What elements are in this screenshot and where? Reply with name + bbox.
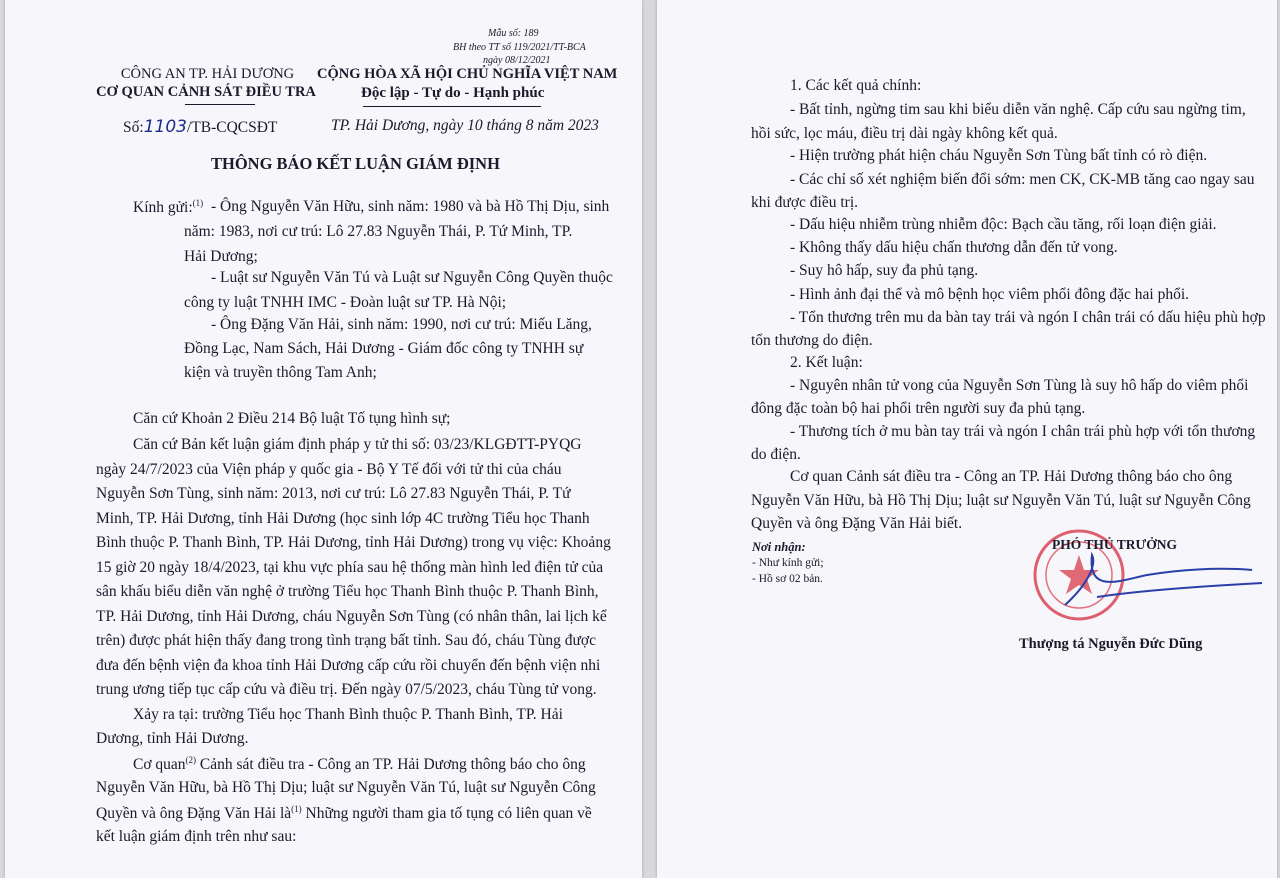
result-2: - Hiện trường phát hiện cháu Nguyễn Sơn Tùng bất tỉnh có rò điện. xyxy=(790,147,1208,164)
form-basis: BH theo TT số 119/2021/TT-BCA xyxy=(453,42,586,53)
recipient-1-line3: Hải Dương; xyxy=(184,248,258,265)
conclusion-2-line2: do điện. xyxy=(751,446,801,463)
section1-title: 1. Các kết quả chính: xyxy=(790,77,922,94)
conclusion-1-line2: đông đặc toàn bộ hai phổi trên người suy đa phủ tạng. xyxy=(751,400,1086,417)
result-8-line1: - Tổn thương trên mu da bàn tay trái và ngón I chân trái có dấu hiệu phù hợp xyxy=(790,309,1266,326)
can-cu-2-line3: Nguyễn Sơn Tùng, sinh năm: 2013, nơi cư trú: Lô 27.83 Nguyễn Thái, P. Tứ xyxy=(96,485,571,502)
can-cu-2-line2: ngày 24/7/2023 của Viện pháp y quốc gia - Bộ Y Tế đối với tử thi của cháu xyxy=(96,461,562,478)
document-number: Số:1103/TB-CQCSĐT xyxy=(123,117,278,137)
result-5: - Không thấy dấu hiệu chấn thương dẫn đến tử vong. xyxy=(790,239,1118,256)
recipient-2-line1: - Luật sư Nguyễn Văn Tú và Luật sư Nguyễn Công Quyền thuộc xyxy=(211,269,613,286)
conclusion-1-line1: - Nguyên nhân tử vong của Nguyễn Sơn Tùng là suy hô hấp do viêm phổi xyxy=(790,377,1249,394)
nation-line2: Độc lập - Tự do - Hạnh phúc xyxy=(361,85,545,101)
result-1-line2: hồi sức, lọc máu, điều trị dài ngày không kết quả. xyxy=(751,125,1058,142)
recipient-3-line3: kiện và truyền thông Tam Anh; xyxy=(184,364,377,381)
recipient-1-line1: - Ông Nguyễn Văn Hữu, sinh năm: 1980 và bà Hồ Thị Dịu, sinh xyxy=(211,198,610,215)
can-cu-2-line4: Minh, TP. Hải Dương, tỉnh Hải Dương (học sinh lớp 4C trường Tiểu học Thanh xyxy=(96,510,590,527)
closing-line1: Cơ quan Cảnh sát điều tra - Công an TP. Hải Dương thông báo cho ông xyxy=(790,468,1233,485)
signature-icon xyxy=(1065,555,1262,605)
xay-ra-line1: Xảy ra tại: trường Tiểu học Thanh Bình thuộc P. Thanh Bình, TP. Hải xyxy=(133,706,563,723)
conclusion-2-line1: - Thương tích ở mu bàn tay trái và ngón I chân trái phù hợp với tổn thương xyxy=(790,423,1256,440)
co-quan-line4: kết luận giám định trên như sau: xyxy=(96,828,297,845)
result-3-line1: - Các chỉ số xét nghiệm biến đổi sớm: men CK, CK-MB tăng cao ngay sau xyxy=(790,171,1255,188)
can-cu-2-line11: trung ương tiếp tục cấp cứu và điều trị. Đến ngày 07/5/2023, cháu Tùng tử vong. xyxy=(96,681,597,698)
co-quan-line3: Quyền và ông Đặng Văn Hải $là^{(1)}$ Những người tham gia tố tụng có liên quan về xyxy=(96,804,592,823)
can-cu-2-line7: sân khấu biểu diễn văn nghệ ở trường Tiểu học Thanh Bình thuộc P. Thanh Bình, xyxy=(96,583,599,600)
result-8-line2: tổn thương do điện. xyxy=(751,332,873,349)
can-cu-2-line9: trên) được phát hiện thấy đang trong tình trạng bất tỉnh. Sau đó, cháu Tùng được xyxy=(96,632,596,649)
form-number: Mẫu số: 189 xyxy=(488,28,539,39)
document-title: THÔNG BÁO KẾT LUẬN GIÁM ĐỊNH xyxy=(211,154,500,173)
result-7: - Hình ảnh đại thể và mô bệnh học viêm phổi đông đặc hai phổi. xyxy=(790,286,1190,303)
result-4: - Dấu hiệu nhiễm trùng nhiễm độc: Bạch cầu tăng, rối loạn điện giải. xyxy=(790,216,1217,233)
date-place: TP. Hải Dương, ngày 10 tháng 8 năm 2023 xyxy=(331,117,599,134)
result-3-line2: khi được điều trị. xyxy=(751,194,858,211)
co-quan-line1: Cơ quan$^{(2)}$ Cảnh sát điều tra - Công an TP. Hải Dương thông báo cho ông xyxy=(133,755,586,774)
nation-underline xyxy=(363,106,541,107)
closing-line2: Nguyễn Văn Hữu, bà Hồ Thị Dịu; luật sư Nguyễn Văn Tú, luật sư Nguyễn Công xyxy=(751,492,1251,509)
noi-nhan-label: Nơi nhận: xyxy=(752,540,806,554)
noi-nhan-item-1: - Như kính gửi; xyxy=(752,557,824,569)
signer-title: PHÓ THỦ TRƯỞNG xyxy=(1052,537,1178,552)
kinh-gui-label: Kính gửi:$^{(1)}$ xyxy=(133,198,204,217)
section2-title: 2. Kết luận: xyxy=(790,354,863,371)
agency-underline xyxy=(185,104,255,105)
agency-line1: CÔNG AN TP. HẢI DƯƠNG xyxy=(120,66,295,82)
right-page xyxy=(657,0,1277,878)
recipient-3-line2: Đồng Lạc, Nam Sách, Hải Dương - Giám đốc công ty TNHH sự xyxy=(184,340,584,357)
can-cu-1: Căn cứ Khoản 2 Điều 214 Bộ luật Tố tụng hình sự; xyxy=(133,410,451,427)
can-cu-2-line8: TP. Hải Dương, tỉnh Hải Dương, cháu Nguyễn Sơn Tùng (có nhân thân, lai lịch kể xyxy=(96,608,607,625)
result-6: - Suy hô hấp, suy đa phủ tạng. xyxy=(790,262,979,279)
closing-line3: Quyền và ông Đặng Văn Hải biết. xyxy=(751,515,963,532)
left-page xyxy=(5,0,642,878)
nation-line1: CỘNG HÒA XÃ HỘI CHỦ NGHĨA VIỆT NAM xyxy=(317,66,618,82)
recipient-3-line1: - Ông Đặng Văn Hải, sinh năm: 1990, nơi cư trú: Miếu Lăng, xyxy=(211,316,592,333)
can-cu-2-line6: 15 giờ 20 ngày 18/4/2023, tại khu vực phía sau hệ thống màn hình led điện tử của xyxy=(96,559,604,576)
noi-nhan-item-2: - Hồ sơ 02 bản. xyxy=(752,573,823,585)
form-date: ngày 08/12/2021 xyxy=(483,55,551,66)
agency-line2: CƠ QUAN CẢNH SÁT ĐIỀU TRA xyxy=(96,84,316,100)
can-cu-2-line1: Căn cứ Bản kết luận giám định pháp y tử thi số: 03/23/KLGĐTT-PYQG xyxy=(133,436,582,453)
can-cu-2-line10: đưa đến bệnh viện đa khoa tỉnh Hải Dương cấp cứu rồi chuyển đến bệnh viện nhi xyxy=(96,657,601,674)
can-cu-2-line5: Bình thuộc P. Thanh Bình, TP. Hải Dương, tỉnh Hải Dương) trong vụ việc: Khoảng xyxy=(96,534,611,551)
signer-name: Thượng tá Nguyễn Đức Dũng xyxy=(1019,636,1203,652)
co-quan-line2: Nguyễn Văn Hữu, bà Hồ Thị Dịu; luật sư Nguyễn Văn Tú, luật sư Nguyễn Công xyxy=(96,779,596,796)
result-1-line1: - Bất tỉnh, ngừng tim sau khi biểu diễn văn nghệ. Cấp cứu sau ngừng tim, xyxy=(790,101,1246,118)
recipient-2-line2: công ty luật TNHH IMC - Đoàn luật sư TP. Hà Nội; xyxy=(184,294,507,311)
xay-ra-line2: Dương, tỉnh Hải Dương. xyxy=(96,730,249,747)
recipient-1-line2: năm: 1983, nơi cư trú: Lô 27.83 Nguyễn Thái, P. Tứ Minh, TP. xyxy=(184,223,573,240)
